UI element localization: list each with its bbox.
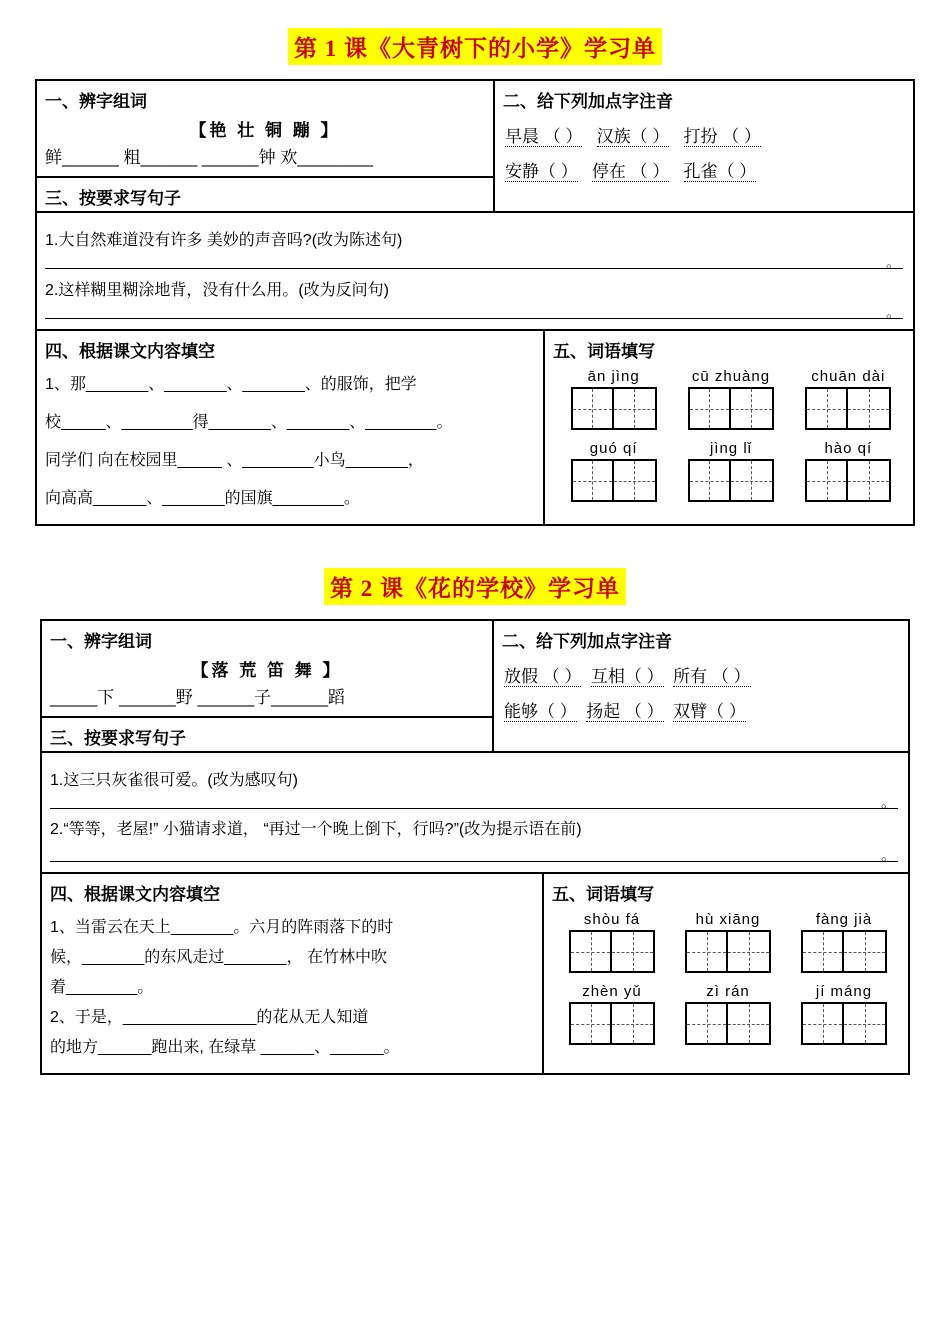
w1-section5 (543, 331, 913, 524)
w2-word-4-boxes[interactable] (569, 1002, 655, 1045)
w2-bottom-row (42, 872, 908, 1073)
char-box[interactable] (844, 930, 887, 973)
worksheet-1-frame (35, 79, 915, 526)
char-box[interactable] (612, 930, 655, 973)
w2-section3-answer-2[interactable] (50, 845, 898, 862)
w2-section2-line1[interactable] (504, 662, 908, 687)
w1-section2 (493, 81, 913, 211)
w2-section3-body (42, 751, 908, 872)
w2-section4-line-4[interactable]: 2、于是，_______________的花从无人知道 (50, 1009, 369, 1026)
char-box[interactable] (844, 1002, 887, 1045)
w1-section3-heading-wrap (37, 184, 493, 209)
worksheet-1-title-row (30, 28, 920, 65)
char-box[interactable] (612, 1002, 655, 1045)
w1-section1-blanks[interactable]: 鲜______ 粗______ ______钟 欢________ (45, 148, 373, 167)
worksheet-2-title-row (30, 568, 920, 605)
w1-word-6-boxes[interactable] (805, 459, 891, 502)
w1-word-1-pinyin: ān jìng (587, 368, 640, 385)
w1-section5-heading: 五、词语填写 (553, 342, 655, 361)
w1-section2-heading: 二、给下列加点字注音 (503, 92, 673, 111)
w2-s2-item-1[interactable]: 放假 （ ） (504, 667, 582, 686)
w1-word-1-boxes[interactable] (571, 387, 657, 430)
w1-section3-answer-1[interactable] (45, 252, 903, 269)
w1-wordgrid (545, 364, 913, 512)
w2-section1-heading: 一、辨字组词 (50, 632, 152, 651)
worksheet-1-title: 第 1 课《大青树下的小学》学习单 (288, 28, 662, 65)
w2-word-4-pinyin: zhèn yǔ (582, 983, 642, 1000)
w2-wordgrid (544, 907, 908, 1055)
w1-section3-body (37, 211, 913, 329)
w2-word-2-boxes[interactable] (685, 930, 771, 973)
w1-section3-answer-2[interactable] (45, 302, 903, 319)
w1-section4-line-4[interactable]: 向高高______、_______的国旗________。 (45, 490, 360, 507)
w1-wordgrid-row-1 (555, 368, 907, 430)
worksheet-2-frame (40, 619, 910, 1075)
w2-section4-heading: 四、根据课文内容填空 (50, 885, 220, 904)
w2-section1-blanks[interactable]: _____下 ______野 ______子______蹈 (50, 688, 345, 707)
w2-s3-period-1: 。 (880, 794, 896, 811)
w2-word-5 (685, 983, 771, 1045)
w1-word-2 (688, 368, 774, 430)
w2-word-2-pinyin: hù xiāng (695, 911, 761, 928)
char-box[interactable] (801, 1002, 844, 1045)
w1-s2-item-5[interactable]: 停在 （ ） (591, 162, 670, 181)
w2-word-1-boxes[interactable] (569, 930, 655, 973)
w1-wordgrid-row-2 (555, 440, 907, 502)
w1-section2-line2[interactable] (505, 157, 913, 182)
char-box[interactable] (569, 1002, 612, 1045)
w1-word-4-boxes[interactable] (571, 459, 657, 502)
w1-word-6-pinyin: hào qí (824, 440, 873, 457)
w2-section3-heading-wrap (42, 724, 492, 749)
w1-s2-item-6[interactable]: 孔雀（ ） (683, 162, 757, 181)
char-box[interactable] (685, 1002, 728, 1045)
char-box[interactable] (805, 459, 848, 502)
w1-section1-charbank: 【艳 壮 铜 蹦 】 (189, 121, 341, 140)
w2-word-2 (685, 911, 771, 973)
w2-top-row (42, 621, 908, 751)
char-box[interactable] (688, 459, 731, 502)
char-box[interactable] (614, 459, 657, 502)
w1-s2-item-2[interactable]: 汉族（ ） (596, 127, 670, 146)
w2-section1-charbank: 【落 荒 笛 舞 】 (191, 661, 343, 680)
w1-s2-item-4[interactable]: 安静（ ） (505, 162, 578, 181)
w1-section3-question-2: 2.这样糊里糊涂地背，没有什么用。(改为反问句) (45, 282, 390, 299)
w2-wordgrid-row-1 (554, 911, 902, 973)
w2-section2-line2[interactable] (504, 697, 908, 722)
char-box[interactable] (571, 459, 614, 502)
char-box[interactable] (848, 459, 891, 502)
w2-left-col (42, 621, 492, 751)
char-box[interactable] (731, 387, 774, 430)
w1-word-1 (571, 368, 657, 430)
w2-word-6 (801, 983, 887, 1045)
w2-section3-heading: 三、按要求写句子 (50, 729, 186, 748)
char-box[interactable] (571, 387, 614, 430)
w2-s2-item-5[interactable]: 扬起 （ ） (586, 702, 664, 721)
w2-word-4 (569, 983, 655, 1045)
w2-word-1 (569, 911, 655, 973)
w1-word-3-pinyin: chuān dài (811, 368, 886, 385)
char-box[interactable] (688, 387, 731, 430)
w2-word-3 (801, 911, 887, 973)
w2-s2-item-4[interactable]: 能够（ ） (504, 702, 577, 721)
w2-wordgrid-row-2 (554, 983, 902, 1045)
w1-word-3-boxes[interactable] (805, 387, 891, 430)
w1-word-3 (805, 368, 891, 430)
w1-s3-period-1: 。 (885, 254, 901, 271)
w2-section5-heading: 五、词语填写 (552, 885, 654, 904)
w1-word-6 (805, 440, 891, 502)
w2-section4 (42, 874, 542, 1073)
w1-word-4-pinyin: guó qí (589, 440, 638, 457)
w2-word-6-boxes[interactable] (801, 1002, 887, 1045)
w1-bottom-row (37, 329, 913, 524)
w1-left-col (37, 81, 493, 211)
char-box[interactable] (569, 930, 612, 973)
w2-section2-heading: 二、给下列加点字注音 (502, 632, 672, 651)
w1-s3-period-2: 。 (885, 304, 901, 321)
w2-word-6-pinyin: jí máng (815, 983, 873, 1000)
char-box[interactable] (614, 387, 657, 430)
char-box[interactable] (728, 1002, 771, 1045)
w2-section3-answer-1[interactable] (50, 792, 898, 809)
w1-top-row (37, 81, 913, 211)
char-box[interactable] (685, 930, 728, 973)
char-box[interactable] (848, 387, 891, 430)
char-box[interactable] (728, 930, 771, 973)
w2-s2-item-2[interactable]: 互相（ ） (590, 667, 664, 686)
w2-word-3-boxes[interactable] (801, 930, 887, 973)
w2-section4-line-3[interactable]: 着________。 (50, 979, 154, 996)
w2-word-1-pinyin: shòu fá (583, 911, 641, 928)
w1-s2-item-3[interactable]: 打扮 （ ） (683, 127, 761, 146)
w1-section2-line1[interactable] (505, 122, 913, 147)
w1-word-5-pinyin: jìng lǐ (709, 440, 752, 457)
w1-word-4 (571, 440, 657, 502)
w2-section4-line-2[interactable]: 候，_______的东风走过_______， 在竹林中吹 (50, 949, 388, 966)
w1-word-2-boxes[interactable] (688, 387, 774, 430)
w2-section3-question-1: 1.这三只灰雀很可爱。(改为感叹句) (50, 772, 299, 789)
w2-section4-line-1[interactable]: 1、当雷云在天上_______。六月的阵雨落下的时 (50, 919, 394, 936)
w1-section4 (37, 331, 543, 524)
w2-section2 (492, 621, 908, 751)
w1-section4-heading: 四、根据课文内容填空 (45, 342, 215, 361)
worksheet-gap (30, 526, 920, 568)
char-box[interactable] (805, 387, 848, 430)
w2-section4-line-5[interactable]: 的地方______跑出来, 在绿草 ______、______。 (50, 1039, 400, 1056)
w2-section3-question-2: 2.“等等，老屋!” 小猫请求道， “再过一个晚上倒下，行吗?”(改为提示语在前) (50, 821, 582, 838)
char-box[interactable] (731, 459, 774, 502)
w1-section4-line-2[interactable]: 校_____、________得_______、_______、________。 (45, 414, 453, 431)
w1-section1-heading: 一、辨字组词 (45, 92, 147, 111)
w2-word-5-boxes[interactable] (685, 1002, 771, 1045)
w1-section4-line-3[interactable]: 同学们 向在校园里_____ 、________小鸟_______， (45, 452, 424, 469)
w1-section1 (37, 87, 493, 178)
w1-section3-heading: 三、按要求写句子 (45, 189, 181, 208)
w1-s2-item-1[interactable]: 早晨 （ ） (505, 127, 583, 146)
w1-section3-question-1: 1.大自然难道没有许多 美妙的声音吗?(改为陈述句) (45, 232, 403, 249)
w1-section4-line-1[interactable]: 1、那_______、_______、_______、的服饰，把学 (45, 376, 417, 393)
w2-section5 (542, 874, 908, 1073)
w2-s2-item-6[interactable]: 双臂（ ） (673, 702, 746, 721)
w2-word-5-pinyin: zì rán (706, 983, 750, 1000)
w1-word-5-boxes[interactable] (688, 459, 774, 502)
w1-word-5 (688, 440, 774, 502)
worksheet-2-title: 第 2 课《花的学校》学习单 (324, 568, 626, 605)
char-box[interactable] (801, 930, 844, 973)
w2-s2-item-3[interactable]: 所有 （ ） (673, 667, 751, 686)
w2-s3-period-2: 。 (880, 847, 896, 864)
w2-section1 (42, 627, 492, 718)
w2-word-3-pinyin: fàng jià (815, 911, 873, 928)
w1-word-2-pinyin: cū zhuàng (691, 368, 771, 385)
